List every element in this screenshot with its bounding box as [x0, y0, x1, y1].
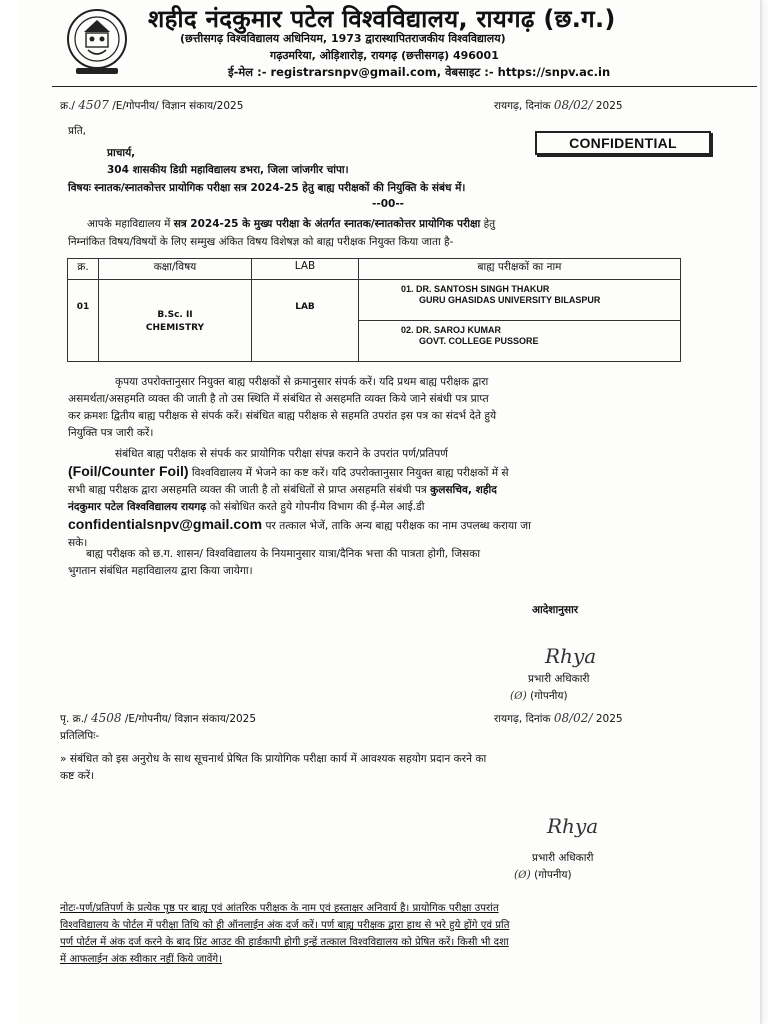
row-sno: 01 [68, 280, 99, 362]
footer-note: नोटः-पर्ण/प्रतिपर्ण के प्रत्येक पृष्ठ पर बाह्य एवं आंतरिक परीक्षक के नाम एवं हस्ताक्षर अनिवार्य है। प्रायोगिक परीक्षा उपरांत विश्वविद्यालय के पोर्टल में परीक्षा तिथि को ही ऑनलाईन अंक दर्ज करें। पर्ण बाह्य परीक्षक द्वारा हाथ से भरे हुये होंगे एवं प्रति पर्ण पोर्टल में अंक दर्ज करने के बाद प्रिंट आउट की हार्डकापी होगी इन्हें तत्काल विश्वविद्यालय को प्रेषित करें। किसी भी दशा में आफलाईन अंक स्वीकार नहीं किये जावेंगे। [60, 903, 510, 965]
recipient-title: प्राचार्य, [107, 147, 136, 159]
confidential-email: confidentialsnpv@gmail.com [68, 516, 263, 532]
intro-line-1: आपके महाविद्यालय में सत्र 2024-25 के मुख्य परीक्षा के अंतर्गत स्नातक/स्नातकोत्तर प्रायोगिक परीक्षा हेतु [87, 218, 496, 230]
col-header-class: कक्षा/विषय [99, 259, 252, 280]
examiner-2-institution: GOVT. COLLEGE PUSSORE [419, 336, 539, 346]
signature-1: Rhya [545, 644, 597, 668]
separator: --00-- [372, 198, 405, 210]
col-header-examiners: बाह्य परीक्षकों का नाम [359, 259, 681, 280]
intro-line-2: निम्नांकित विषय/विषयों के लिए सम्मुख अंकित विषय विशेषज्ञ को बाह्य परीक्षक नियुक्त किया जाता है- [68, 236, 454, 248]
signature-2: Rhya [547, 814, 599, 838]
university-address: गढ़उमरिया, ओड़िशारोड़, रायगढ़ (छत्तीसगढ़) 496001 [270, 49, 499, 62]
copy-label: प्रतिलिपिः- [60, 730, 100, 742]
subject-line: विषयः स्नातक/स्नातकोत्तर प्रायोगिक परीक्षा सत्र 2024-25 हेतु बाह्य परीक्षकों की नियुक्ति के संबंध में। [68, 182, 466, 194]
row-class-line2: CHEMISTRY [145, 323, 205, 333]
row-lab: LAB [252, 280, 359, 362]
foil-counter-foil: (Foil/Counter Foil) [68, 463, 189, 479]
recipient-college: 304 शासकीय डिग्री महाविद्यालय डभरा, जिला जांजगीर चांपा। [107, 164, 349, 176]
examiner-1: 01. DR. SANTOSH SINGH THAKUR GURU GHASIDAS UNIVERSITY BILASPUR [359, 280, 681, 321]
university-act-line: (छत्तीसगढ़ विश्वविद्यालय अधिनियम, 1973 द्वारास्थापितराजकीय विश्वविद्यालय) [180, 32, 506, 45]
endorsement-date: रायगढ़, दिनांक 08/02/ 2025 [494, 711, 623, 725]
examiner-1-institution: GURU GHASIDAS UNIVERSITY BILASPUR [419, 295, 601, 305]
copy-text: » संबंधित को इस अनुरोध के साथ सूचनार्थ प्रेषित कि प्रायोगिक परीक्षा कार्य में आवश्यक सहयोग प्रदान करने का कष्ट करें। [60, 753, 487, 782]
examiner-2: 02. DR. SAROJ KUMAR GOVT. COLLEGE PUSSORE [359, 321, 681, 362]
letter-date: रायगढ़, दिनांक 08/02/ 2025 [494, 98, 623, 112]
col-header-sno: क्र. [68, 259, 99, 280]
university-name: शहीद नंदकुमार पटेल विश्वविद्यालय, रायगढ़ (छ.ग.) [148, 5, 616, 33]
table-header-row [68, 259, 681, 280]
order-text: आदेशानुसार [532, 604, 579, 616]
confidential-stamp: CONFIDENTIAL [535, 131, 711, 155]
row-class-line1: B.Sc. II [157, 310, 193, 320]
officer-dept-2: (Ø) (गोपनीय) [514, 868, 572, 881]
col-header-lab: LAB [252, 259, 359, 280]
examiner-2-name: DR. SAROJ KUMAR [416, 325, 502, 335]
examiner-1-name: DR. SANTOSH SINGH THAKUR [416, 284, 550, 294]
university-contact: ई-मेल :- registrarsnpv@gmail.com, वेबसाइट :- https://snpv.ac.in [228, 65, 611, 79]
university-seal-logo [66, 6, 128, 76]
letterhead-divider [52, 86, 757, 87]
to-label: प्रति, [68, 125, 87, 137]
officer-title-2: प्रभारी अधिकारी [532, 852, 594, 864]
officer-title-1: प्रभारी अधिकारी [528, 673, 590, 685]
paragraph-1: कृपया उपरोक्तानुसार नियुक्त बाह्य परीक्षकों से क्रमानुसार संपर्क करें। यदि प्रथम बाह्य परीक्षक द्वारा असमर्थता/असहमति व्यक्त की जाती है तो उस स्थिति में संबंधित से असहमति व्यक्त किये जाने संबंधी पत्र प्राप्त कर क्रमशः द्वितीय बाह्य परीक्षक से संपर्क करें। संबंधित बाह्य परीक्षक से सहमति उपरांत इस पत्र का संदर्भ देते हुये नियुक्ति पत्र जारी करें। [68, 376, 497, 439]
paragraph-3: बाह्य परीक्षक को छ.ग. शासन/ विश्वविद्यालय के नियमानुसार यात्रा/दैनिक भत्ता की पात्रता होगी, जिसका भुगतान संबंधित महाविद्यालय द्वारा किया जायेगा। [68, 548, 481, 577]
ref-number: क्र./ 4507 /E/गोपनीय/ विज्ञान संकाय/2025 [60, 98, 244, 112]
endorsement-ref: पृ. क्र./ 4508 /E/गोपनीय/ विज्ञान संकाय/2025 [60, 711, 257, 725]
examiners-table [67, 258, 681, 362]
paragraph-2: संबंधित बाह्य परीक्षक से संपर्क कर प्रायोगिक परीक्षा संपन्न कराने के उपरांत पर्ण/प्रतिपर्ण (Foil/Counter Foil) विश्वविद्यालय में भेजने का कष्ट करें। यदि उपरोक्तानुसार नियुक्त बाह्य परीक्षकों में से सभी बाह्य परीक्षक द्वारा असहमति व्यक्त की जाती है तो संबंधितों से प्राप्त असहमति संबंधी पत्र कुलसचिव, शहीद नंदकुमार पटेल विश्वविद्यालय रायगढ़ को संबोधित करते हुये गोपनीय विभाग की ई-मेल आई.डी confidentialsnpv@gmail.com पर तत्काल भेजें, ताकि अन्य बाह्य परीक्षक का नाम उपलब्ध कराया जा सके। [68, 448, 531, 549]
officer-dept-1: (Ø) (गोपनीय) [510, 689, 568, 702]
row-class [99, 280, 252, 362]
table-row [68, 280, 681, 321]
